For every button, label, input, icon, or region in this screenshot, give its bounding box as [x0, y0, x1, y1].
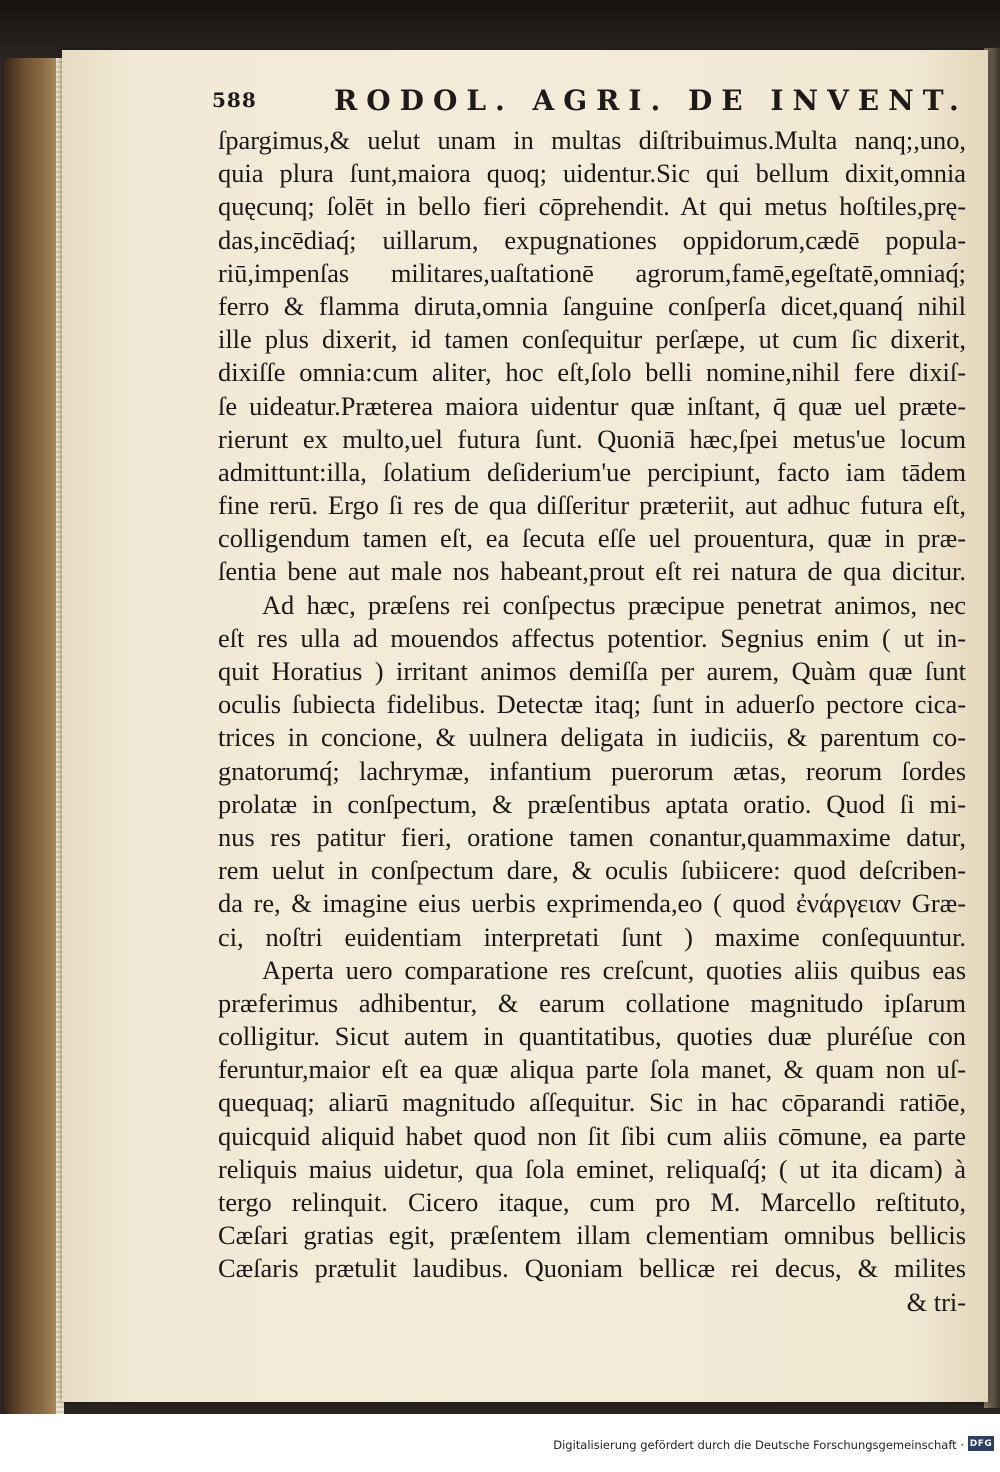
text-line: ſe uideatur.Præterea maiora uidentur quæ inſtant, q̄ quæ uel præte- — [218, 390, 966, 421]
text-line: fine rerū. Ergo ſi res de qua diſſeritur præteriit, aut adhuc futura eſt, — [218, 490, 966, 521]
text-line: Aperta uero comparatione res creſcunt, quoties aliis quibus eas — [262, 954, 966, 985]
text-line: quit Horatius ) irritant animos demiſſa per aurem, Quàm quæ ſunt — [218, 656, 966, 686]
text-line: eſt res ulla ad mouendos affectus potentior. Segnius enim ( ut in- — [218, 622, 966, 653]
funding-credit: Digitalisierung gefördert durch die Deutsche Forschungsgemeinschaft · — [553, 1438, 964, 1452]
text-line: prolatæ in conſpectum, & præſentibus aptata oratio. Quod ſi mi- — [218, 788, 966, 819]
text-line: reliquis maius uidetur, qua ſola eminet, reliquaſq́; ( ut ita dicam) à — [218, 1153, 966, 1184]
text-line: tergo relinquit. Cicero itaque, cum pro M. Marcello reſtituto, — [218, 1187, 966, 1217]
text-line: ille plus dixerit, id tamen conſequitur perſæpe, ut cum ſic dixerit, — [218, 324, 966, 355]
text-line: præferimus adhibentur, & earum collatione magnitudo ipſarum — [218, 987, 966, 1018]
text-line: trices in concione, & uulnera deligata in iudiciis, & parentum co- — [218, 722, 966, 753]
text-line: colligitur. Sicut autem in quantitatibus, quoties duæ pluréſue con — [218, 1021, 966, 1052]
text-line: riū,impenſas militares,uaſtationē agrorum,famē,egeſtatē,omniaq́; — [218, 257, 966, 288]
text-line: gnatorumq́; lachrymæ, infantium puerorum ætas, reorum ſordes — [218, 755, 966, 786]
text-line: colligendum tamen eſt, ea ſecuta eſſe uel prouentura, quæ in præ- — [218, 523, 966, 554]
text-line: ſpargimus,& uelut unam in multas diſtribuimus.Multa nanq;,uno, — [218, 125, 966, 155]
text-line: ci, noſtri euidentiam interpretati ſunt ) maxime conſequuntur. — [218, 921, 966, 952]
footer-bar — [0, 1414, 1000, 1472]
body-text — [218, 124, 966, 1319]
page-number: 588 — [212, 88, 257, 112]
book-cover-edge — [4, 58, 64, 1414]
text-line: ſentia bene aut male nos habeant,prout eſt rei natura de qua dicitur. — [218, 556, 966, 587]
dfg-logo-icon: DFG — [968, 1436, 994, 1451]
text-line: quicquid aliquid habet quod non ſit ſibi cum aliis cōmune, ea parte — [218, 1120, 966, 1151]
text-line: ferro & flamma diruta,omnia ſanguine conſperſa dicet,quanq́ nihil — [218, 290, 966, 321]
text-line: Ad hæc, præſens rei conſpectus præcipue penetrat animos, nec — [262, 589, 966, 620]
text-line: rierunt ex multo,uel futura ſunt. Quoniā hæc,ſpei metus'ue locum — [218, 423, 966, 454]
text-line: admittunt:illa, ſolatium deſiderium'ue percipiunt, facto iam tādem — [218, 456, 966, 487]
running-title: RODOL. AGRI. DE INVENT. — [334, 84, 968, 117]
text-line: Cæſari gratias egit, præſentem illam clementiam omnibus bellicis — [218, 1220, 966, 1251]
text-line: nus res patitur fieri, oratione tamen conantur,quammaxime datur, — [218, 821, 966, 852]
text-line: Cæſaris prætulit laudibus. Quoniam bellicæ rei decus, & milites — [218, 1253, 966, 1284]
text-line: quęcunq; ſolēt in bello fieri cōprehendit. At qui metus hoſtiles,prę- — [218, 191, 966, 222]
running-head — [212, 84, 972, 124]
text-line: das,incēdiaq́; uillarum, expugnationes oppidorum,cædē popula- — [218, 224, 966, 255]
text-line: quequaq; aliarū magnitudo aſſequitur. Sic in hac cōparandi ratiōe, — [218, 1087, 966, 1118]
text-line: feruntur,maior eſt ea quæ aliqua parte ſola manet, & quam non uſ- — [218, 1054, 966, 1085]
text-line: oculis ſubiecta fidelibus. Detectæ itaq; ſunt in aduerſo pectore cica- — [218, 689, 966, 720]
text-line: rem uelut in conſpectum dare, & oculis ſubiicere: quod deſcriben- — [218, 855, 966, 886]
text-line: dixiſſe omnia:cum aliter, hoc eſt,ſolo belli nomine,nihil fere dixiſ- — [218, 357, 966, 388]
text-line: da re, & imagine eius uerbis exprimenda,eo ( quod ἐνάργειαν Græ- — [218, 888, 966, 919]
text-line: quia plura ſunt,maiora quoq; uidentur.Sic qui bellum dixit,omnia — [218, 158, 966, 189]
catchword: & tri- — [906, 1286, 966, 1317]
